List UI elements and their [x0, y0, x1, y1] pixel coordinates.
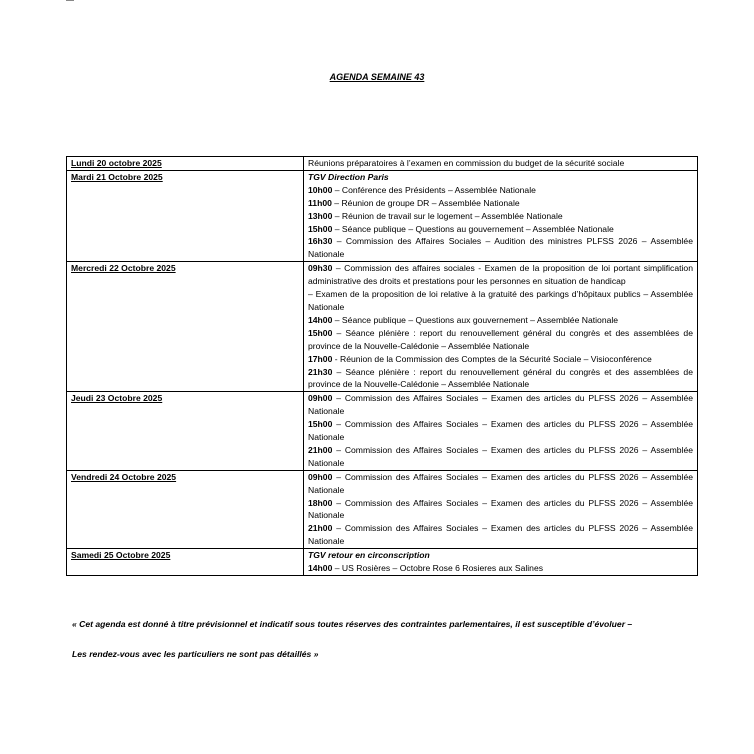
entry-time: 09h00	[308, 393, 333, 404]
agenda-day: Mardi 21 Octobre 2025	[67, 170, 304, 261]
agenda-entry	[308, 392, 693, 418]
agenda-table-body	[67, 157, 698, 576]
entry-text: – Examen de la proposition de loi relative à la gratuité des parkings d’hôpitaux publics – Assemblée Nationale	[308, 289, 693, 312]
agenda-entry	[308, 288, 693, 314]
agenda-row	[67, 170, 698, 261]
entry-text: – Commission des Affaires Sociales – Examen des articles du PLFSS 2026 – Assemblée Nationale	[308, 444, 693, 468]
agenda-title: AGENDA SEMAINE 43	[329, 72, 425, 82]
entry-text: – US Rosières – Octobre Rose 6 Rosieres aux Salines	[332, 563, 544, 574]
agenda-details	[304, 170, 698, 261]
agenda-entry	[308, 471, 693, 497]
entry-text: – Séance plénière : report du renouvellement général du congrès et des assemblées de province de la Nouvelle-Calédonie – Assemblée Nationale	[308, 327, 693, 351]
agenda-day: Mercredi 22 Octobre 2025	[67, 262, 304, 392]
entry-text: – Commission des Affaires Sociales – Audition des ministres PLFSS 2026 – Assemblée Nationale	[308, 236, 693, 260]
agenda-entry	[308, 366, 693, 392]
entry-text: – Réunion de groupe DR – Assemblée Nationale	[331, 197, 520, 208]
agenda-details	[304, 470, 698, 548]
entry-time: 17h00	[308, 353, 333, 364]
agenda-row	[67, 157, 698, 171]
travel-note: TGV Direction Paris	[308, 171, 389, 182]
entry-text: – Commission des Affaires Sociales – Examen des articles du PLFSS 2026 – Assemblée Nationale	[308, 497, 693, 521]
entry-text: – Commission des Affaires Sociales – Examen des articles du PLFSS 2026 – Assemblée Nationale	[308, 523, 693, 547]
agenda-entry	[308, 197, 693, 210]
entry-text: – Commission des Affaires Sociales – Examen des articles du PLFSS 2026 – Assemblée Nationale	[308, 471, 693, 495]
agenda-entry	[308, 353, 693, 366]
entry-time: 15h00	[308, 419, 333, 430]
page-corner-mark	[66, 0, 74, 1]
agenda-details	[304, 157, 698, 171]
agenda-entry	[308, 314, 693, 327]
entry-time: 21h00	[308, 444, 333, 455]
entry-time: 14h00	[308, 314, 333, 325]
entry-text: – Commission des affaires sociales - Examen de la proposition de loi portant simplification administrative des droits et prestations pour les personnes en situation de handicap	[308, 263, 693, 287]
agenda-details	[304, 392, 698, 470]
agenda-entry	[308, 327, 693, 353]
entry-time: 09h00	[308, 471, 333, 482]
agenda-entry	[308, 157, 693, 170]
agenda-row	[67, 470, 698, 548]
agenda-entry	[308, 210, 693, 223]
agenda-entry	[308, 497, 693, 523]
entry-time: 15h00	[308, 327, 333, 338]
disclaimer-line-1: « Cet agenda est donné à titre prévisionnel et indicatif sous toutes réserves des contraintes parlementaires, il est susceptible d’évoluer –	[72, 619, 633, 629]
agenda-entry	[308, 235, 693, 261]
agenda-table	[66, 156, 698, 576]
agenda-entry	[308, 562, 693, 575]
agenda-entry	[308, 223, 693, 236]
agenda-day: Vendredi 24 Octobre 2025	[67, 470, 304, 548]
agenda-day: Samedi 25 Octobre 2025	[67, 549, 304, 576]
entry-text: – Commission des Affaires Sociales – Examen des articles du PLFSS 2026 – Assemblée Nationale	[308, 419, 693, 443]
agenda-row	[67, 262, 698, 392]
entry-time: 13h00	[308, 210, 333, 221]
agenda-row	[67, 392, 698, 470]
entry-text: – Séance plénière : report du renouvellement général du congrès et des assemblées de province de la Nouvelle-Calédonie – Assemblée Nationale	[308, 366, 693, 390]
entry-time: 15h00	[308, 223, 333, 234]
entry-time: 09h30	[308, 263, 333, 274]
entry-text: – Réunion de travail sur le logement – Assemblée Nationale	[332, 210, 563, 221]
agenda-day: Lundi 20 octobre 2025	[67, 157, 304, 171]
agenda-entry	[308, 418, 693, 444]
entry-time: 16h30	[308, 236, 333, 247]
entry-text: – Commission des Affaires Sociales – Examen des articles du PLFSS 2026 – Assemblée Nationale	[308, 393, 693, 417]
agenda-entry	[308, 522, 693, 548]
agenda-row	[67, 549, 698, 576]
entry-time: 10h00	[308, 184, 333, 195]
travel-note: TGV retour en circonscription	[308, 550, 430, 561]
entry-time: 11h00	[308, 197, 332, 208]
agenda-details	[304, 262, 698, 392]
agenda-details	[304, 549, 698, 576]
entry-text: – Séance publique – Questions aux gouvernement – Assemblée Nationale	[332, 314, 619, 325]
entry-time: 21h30	[308, 366, 333, 377]
agenda-day: Jeudi 23 Octobre 2025	[67, 392, 304, 470]
entry-text: - Réunion de la Commission des Comptes de la Sécurité Sociale – Visioconférence	[332, 353, 652, 364]
entry-text: Réunions préparatoires à l’examen en commission du budget de la sécurité sociale	[308, 158, 625, 168]
disclaimer-line-2: Les rendez-vous avec les particuliers ne sont pas détaillés »	[72, 649, 319, 659]
entry-text: – Séance publique – Questions au gouvernement – Assemblée Nationale	[332, 223, 614, 234]
agenda-entry	[308, 184, 693, 197]
entry-text: – Conférence des Présidents – Assemblée Nationale	[332, 184, 536, 195]
entry-time: 14h00	[308, 563, 333, 574]
entry-time: 18h00	[308, 497, 333, 508]
agenda-entry	[308, 444, 693, 470]
entry-time: 21h00	[308, 523, 333, 534]
agenda-entry	[308, 262, 693, 288]
